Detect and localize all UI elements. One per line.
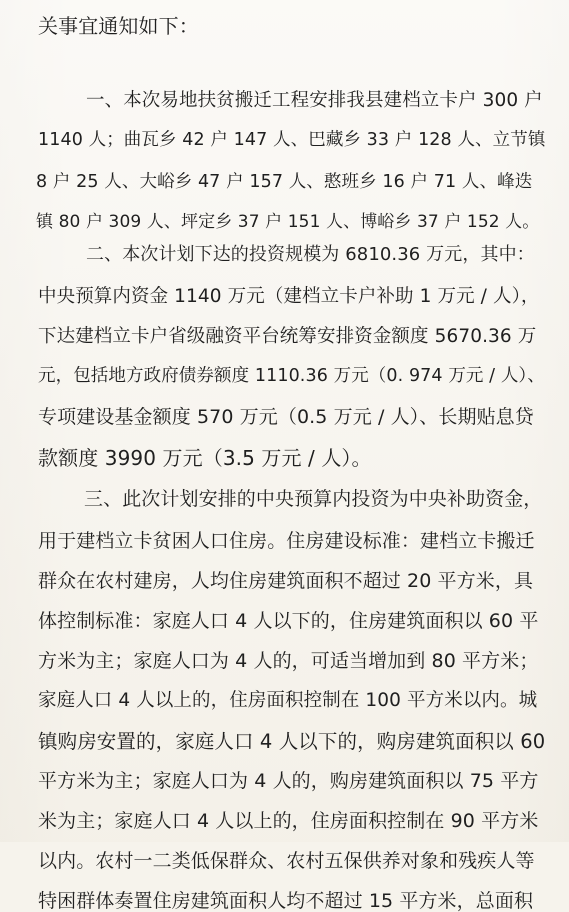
document-line-22: 特困群体奏置住房建筑面积人均不超过 15 平方米，总面积: [38, 890, 534, 912]
document-line-18: 镇购房安置的，家庭人口 4 人以下的，购房建筑面积以 60: [38, 730, 546, 753]
document-line-13: 用于建档立卡贫困人口住房。住房建设标准：建档立卡搬迁: [38, 530, 535, 552]
document-line-3: 1140 人；曲瓦乡 42 户 147 人、巴藏乡 33 户 128 人、立节镇: [38, 130, 546, 150]
document-line-8: 下达建档立卡户省级融资平台统筹安排资金额度 5670.36 万: [38, 326, 537, 347]
document-line-10: 专项建设基金额度 570 万元（0.5 万元 / 人）、长期贴息贷: [38, 406, 534, 428]
document-line-16: 方米为主；家庭人口为 4 人的，可适当增加到 80 平方米；: [38, 650, 539, 672]
document-line-6: 二、本次计划下达的投资规模为 6810.36 万元，其中：: [86, 244, 535, 265]
document-line-21: 以内。农村一二类低保群众、农村五保供养对象和残疾人等: [38, 850, 535, 872]
document-line-7: 中央预算内资金 1140 万元（建档立卡户补助 1 万元 / 人），: [38, 286, 540, 307]
document-line-12: 三、此次计划安排的中央预算内投资为中央补助资金，: [84, 488, 543, 510]
document-line-19: 平方米为主；家庭人口为 4 人的，购房建筑面积以 75 平方: [38, 770, 539, 792]
document-line-17: 家庭人口 4 人以上的，住房面积控制在 100 平方米以内。城: [38, 690, 538, 711]
document-line-4: 8 户 25 人、大峪乡 47 户 157 人、憨班乡 16 户 71 人、峰迭: [36, 172, 533, 192]
document-line-11: 款额度 3990 万元（3.5 万元 / 人）。: [38, 446, 372, 470]
document-line-5: 镇 80 户 309 人、坪定乡 37 户 151 人、博峪乡 37 户 152 人。: [36, 212, 540, 232]
document-line-15: 体控制标准：家庭人口 4 人以下的，住房建筑面积以 60 平: [38, 610, 539, 632]
document-line-14: 群众在农村建房，人均住房建筑面积不超过 20 平方米，具: [38, 570, 534, 592]
document-line-9: 元，包括地方政府债券额度 1110.36 万元（0. 974 万元 / 人）、: [38, 366, 545, 386]
document-line-2: 一、本次易地扶贫搬迁工程安排我县建档立卡户 300 户: [86, 90, 543, 111]
document-line-20: 米为主；家庭人口 4 人以上的，住房面积控制在 90 平方米: [38, 810, 539, 832]
document-line-1: 关事宜通知如下：: [38, 14, 199, 38]
